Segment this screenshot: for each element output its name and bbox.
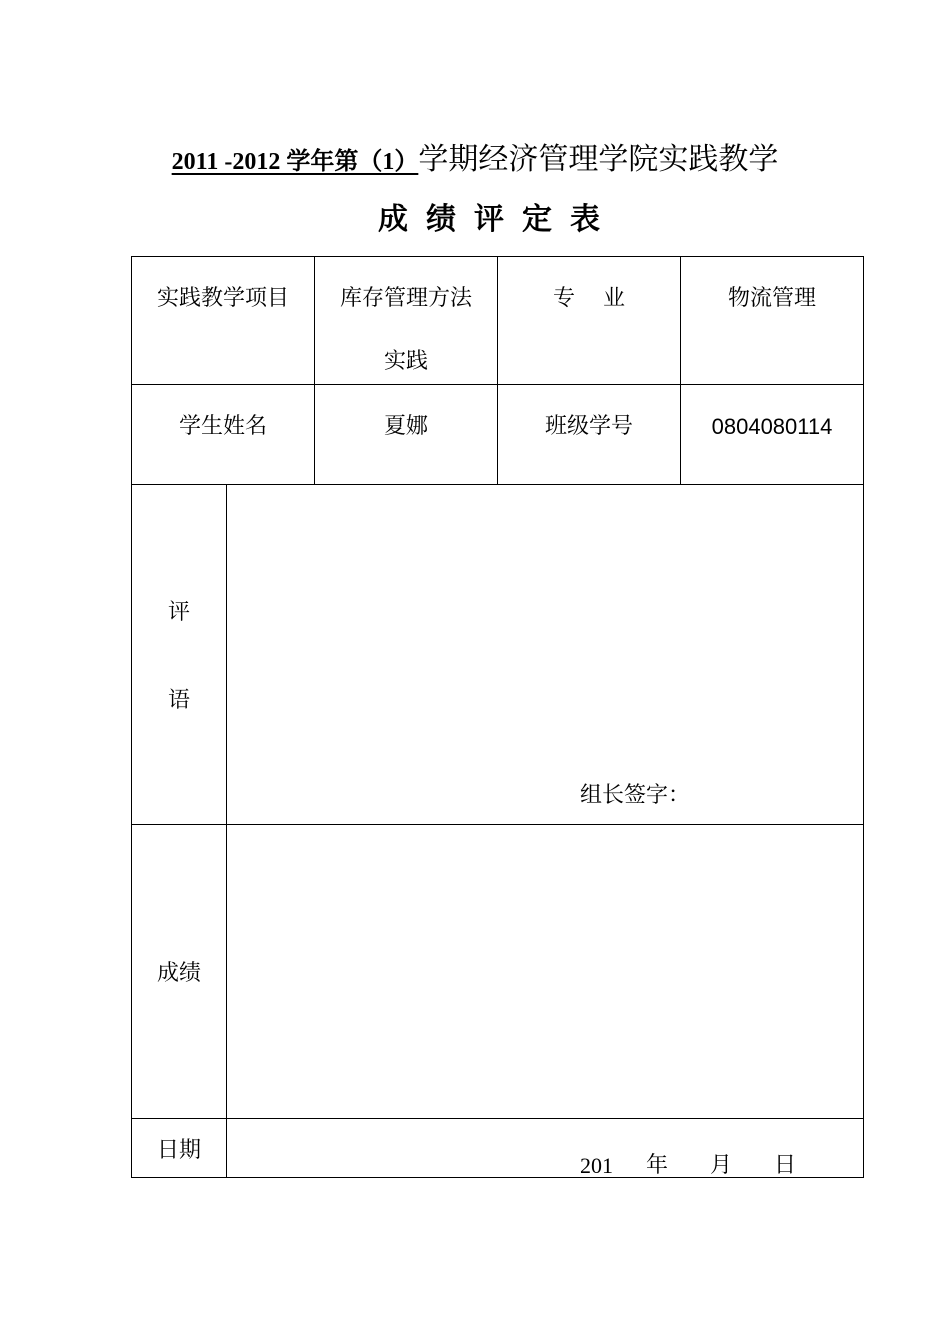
major-label: 专 业 [553, 286, 625, 311]
table-border-left [131, 256, 132, 1178]
table-row-divider [131, 1118, 864, 1119]
comments-label-char1: 评 [167, 600, 190, 625]
date-year-unit: 年 [646, 1153, 669, 1178]
form-title-line2: 成绩评定表 [378, 202, 618, 237]
academic-year: 2011 -2012 学年第（1） [171, 149, 419, 175]
table-row-divider [131, 824, 864, 825]
student-name-label: 学生姓名 [178, 414, 267, 439]
title-rest: 学期经济管理学院实践教学 [418, 142, 779, 177]
date-day-unit: 日 [774, 1153, 797, 1178]
class-id-label: 班级学号 [544, 414, 633, 439]
table-border-right [863, 256, 864, 1178]
form-title-line1 [0, 140, 950, 182]
project-value-line2: 实践 [383, 349, 428, 374]
leader-signature-label: 组长签字： [580, 783, 691, 808]
student-name-value: 夏娜 [383, 414, 428, 439]
comments-area [227, 485, 863, 824]
major-value: 物流管理 [727, 286, 816, 311]
date-month-unit: 月 [710, 1153, 733, 1178]
table-border-bottom [131, 1177, 864, 1178]
project-value-line1: 库存管理方法 [339, 286, 472, 311]
date-label: 日期 [156, 1138, 201, 1163]
grade-label: 成绩 [156, 961, 201, 986]
class-id-value: 0804080114 [711, 414, 833, 439]
date-year-prefix: 201 [580, 1153, 613, 1178]
project-label: 实践教学项目 [156, 286, 289, 311]
comments-label-char2: 语 [167, 688, 190, 713]
